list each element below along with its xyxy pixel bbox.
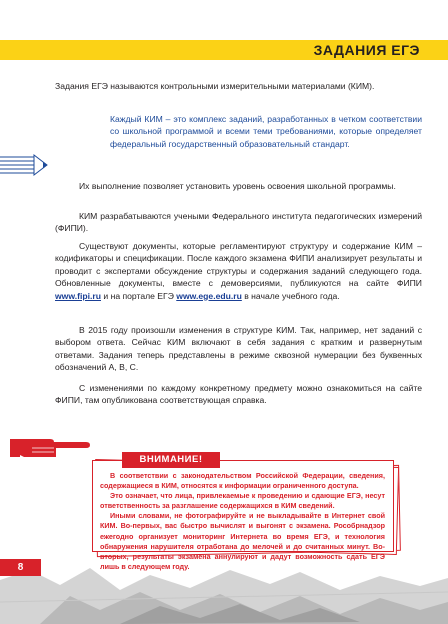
pointing-hand-icon — [10, 433, 90, 461]
assessment-paragraph: Их выполнение позволяет установить уровень освоения школьной программы. — [79, 181, 396, 191]
kim-definition-quote: Каждый КИМ – это комплекс заданий, разработанных в четком соответствии со школьной программой и всеми теми требованиями, которые определяет федеральный государственный образовательный стандарт. — [110, 114, 422, 149]
subject-info-paragraph: С изменениями по каждому конкретному предмету можно ознакомиться на сайте ФИПИ, там опубликована соответствующая справка. — [55, 383, 422, 406]
documents-text: Существуют документы, которые регламентируют структуру и содержание КИМ – кодификаторы и спецификации. После каждого экзамена ФИПИ анализирует результаты и проводит с экспертами обсуждение структуры и содержания заданий следующего года. Обновленные документы, вместе с демоверсиями, публикуются на сайте ФИПИ — [55, 241, 422, 289]
fipi-link[interactable]: www.fipi.ru — [55, 290, 101, 301]
documents-paragraph — [55, 240, 422, 302]
page-number: 8 — [0, 559, 41, 576]
changes-paragraph: В 2015 году произошли изменения в структуре КИМ. Так, например, нет заданий с выбором ответа. Сейчас КИМ включают в себя задания с кратким и развернутым ответами. Задания теперь представлены в режиме сквозной нумерации без буквенных обозначений А, В, С. — [55, 325, 422, 373]
warning-legal-text: В соответствии с законодательством Российской Федерации, сведения, содержащиеся в КИМ, относятся к информации ограниченного доступа. — [100, 471, 385, 491]
warning-photo-text: Иными словами, не фотографируйте и не выкладывайте в Интернет свой КИМ. Во-первых, вас быстро вычислят и выгонят с экзамена. Рособрнадзор ежегодно организует мониторинг Интернета во время ЕГЭ, и технология обнаружения нарушителя отработана до мелочей и до считанных минут. Во-вторых, результаты экзамена аннулируют и дадут возможность сдать ЕГЭ лишь в следующем году. — [100, 511, 385, 571]
warning-responsibility-text: Это означает, что лица, привлекаемые к проведению и сдающие ЕГЭ, несут ответственность за разглашение содержащихся в КИМ сведений. — [100, 491, 385, 511]
pen-icon — [0, 153, 48, 179]
documents-text-3: в начале учебного года. — [241, 290, 340, 301]
documents-text-2: и на портале ЕГЭ — [101, 290, 177, 301]
decorative-building-illustration — [0, 540, 448, 624]
intro-paragraph: Задания ЕГЭ называются контрольными измерительными материалами (КИМ). — [55, 81, 375, 91]
ege-portal-link[interactable]: www.ege.edu.ru — [176, 290, 242, 301]
developers-paragraph: КИМ разрабатываются учеными Федерального института педагогических измерений (ФИПИ). — [55, 211, 422, 234]
page-title: ЗАДАНИЯ ЕГЭ — [313, 42, 420, 58]
warning-badge: ВНИМАНИЕ! — [122, 452, 220, 468]
